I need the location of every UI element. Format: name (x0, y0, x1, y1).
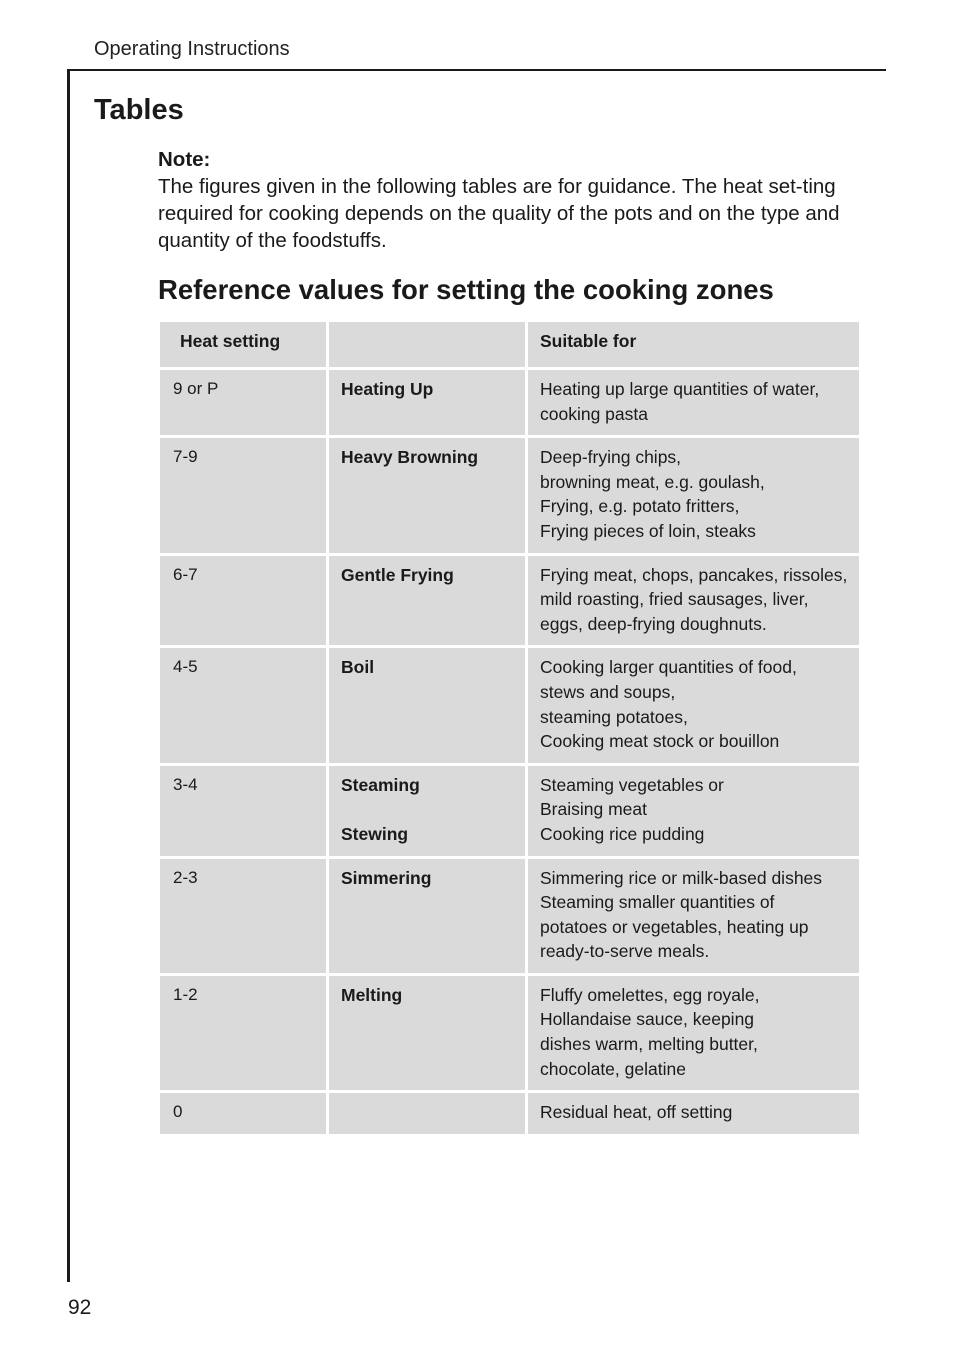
table-row (159, 857, 861, 974)
suitable-for (527, 857, 861, 974)
table-row (159, 647, 861, 764)
suitable-for (527, 1092, 861, 1136)
cooking-method (328, 437, 527, 554)
suitable-for-line: Steaming vegetables or (540, 774, 724, 795)
heat-level: 4-5 (159, 647, 328, 764)
suitable-for-line: eggs, deep-frying doughnuts. (540, 613, 767, 634)
cooking-method (328, 857, 527, 974)
cooking-method-label: Melting (341, 984, 403, 1005)
suitable-for (527, 647, 861, 764)
suitable-for-line: cooking pasta (540, 403, 648, 424)
table-title: Reference values for setting the cooking zones (158, 274, 774, 305)
cooking-method-label: Gentle Frying (341, 564, 454, 585)
suitable-for-line: potatoes or vegetables, heating up (540, 916, 809, 937)
suitable-for-line: Cooking larger quantities of food, (540, 657, 797, 678)
table-row (159, 554, 861, 647)
table-row (159, 437, 861, 554)
table-body (159, 369, 861, 1136)
table-header-row (159, 321, 861, 369)
header-suitable-for: Suitable for (527, 321, 861, 369)
running-header: Operating Instructions (94, 38, 290, 60)
table-row (159, 1092, 861, 1136)
suitable-for (527, 554, 861, 647)
suitable-for-line: Fluffy omelettes, egg royale, (540, 984, 760, 1005)
heat-level: 0 (159, 1092, 328, 1136)
cooking-method-label: Stewing (341, 823, 409, 844)
suitable-for-line: mild roasting, fried sausages, liver, (540, 589, 809, 610)
table-row (159, 369, 861, 437)
cooking-method-label: Steaming (341, 774, 420, 795)
section-title: Tables (94, 94, 184, 126)
suitable-for (527, 764, 861, 857)
suitable-for-line: Hollandaise sauce, keeping (540, 1009, 755, 1030)
cooking-method (328, 1092, 527, 1136)
suitable-for-line: ready-to-serve meals. (540, 941, 710, 962)
cooking-method (328, 764, 527, 857)
margin-rule (67, 69, 70, 1282)
note-text: The figures given in the following tables are for guidance. The heat set-ting required for cooking depends on the quality of the pots and on the type and quantity of the foodstuffs. (158, 175, 840, 252)
header-rule (68, 69, 886, 71)
cooking-method-label: Heavy Browning (341, 447, 479, 468)
suitable-for (527, 369, 861, 437)
heat-level: 2-3 (159, 857, 328, 974)
suitable-for (527, 974, 861, 1091)
note-label: Note: (158, 148, 211, 171)
suitable-for-line: browning meat, e.g. goulash, (540, 471, 765, 492)
heat-level: 1-2 (159, 974, 328, 1091)
cooking-method-label: Heating Up (341, 379, 434, 399)
suitable-for-line: Residual heat, off setting (540, 1102, 733, 1123)
suitable-for-line: dishes warm, melting butter, (540, 1034, 758, 1055)
suitable-for-line: Frying meat, chops, pancakes, rissoles, (540, 564, 848, 585)
cooking-method-label: Simmering (341, 867, 432, 888)
suitable-for (527, 437, 861, 554)
page-number: 92 (68, 1296, 92, 1319)
heat-level: 3-4 (159, 764, 328, 857)
suitable-for-line: Cooking meat stock or bouillon (540, 731, 780, 752)
suitable-for-line: steaming potatoes, (540, 706, 688, 727)
suitable-for-line: Deep-frying chips, (540, 447, 682, 468)
suitable-for-line: Frying, e.g. potato fritters, (540, 496, 740, 517)
heat-level: 6-7 (159, 554, 328, 647)
table-row (159, 974, 861, 1091)
suitable-for-line: Heating up large quantities of water, (540, 379, 820, 399)
note-block (158, 146, 864, 254)
suitable-for-line: chocolate, gelatine (540, 1058, 686, 1079)
cooking-method (328, 647, 527, 764)
suitable-for-line: stews and soups, (540, 681, 676, 702)
suitable-for-line: Simmering rice or milk-based dishes (540, 867, 823, 888)
cooking-method (328, 369, 527, 437)
reference-table (157, 319, 862, 1137)
suitable-for-line: Cooking rice pudding (540, 823, 705, 844)
cooking-method-label: Boil (341, 657, 375, 678)
cooking-method (328, 974, 527, 1091)
suitable-for-line: Braising meat (540, 799, 647, 820)
heat-level: 7-9 (159, 437, 328, 554)
header-heat-setting: Heat setting (159, 321, 328, 369)
suitable-for-line: Frying pieces of loin, steaks (540, 520, 756, 541)
suitable-for-line: Steaming smaller quantities of (540, 892, 775, 913)
header-label-column (328, 321, 527, 369)
cooking-method (328, 554, 527, 647)
table-row (159, 764, 861, 857)
heat-level: 9 or P (159, 369, 328, 437)
